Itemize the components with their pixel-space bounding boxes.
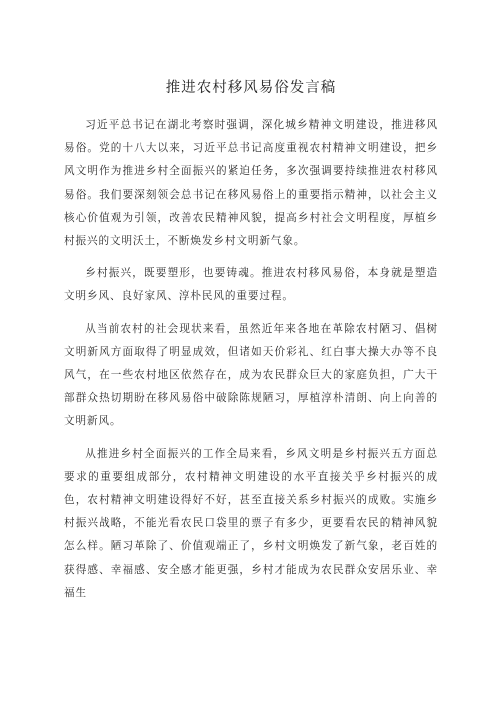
document-body [64,114,438,605]
paragraph-1: 习近平总书记在湖北考察时强调，深化城乡精神文明建设，推进移风易俗。党的十八大以来，习近平总书记高度重视农村精神文明建设，把乡风文明作为推进乡村全面振兴的紧迫任务，多次强调要持续推进农村移风易俗。我们要深刻领会总书记在移风易俗上的重要指示精神，以社会主义核心价值观为引领，改善农民精神风貌，提高乡村社会文明程度，厚植乡村振兴的文明沃土，不断焕发乡村文明新气象。 [64,119,438,248]
paragraph-2: 乡村振兴，既要塑形，也要铸魂。推进农村移风易俗，本身就是塑造文明乡风、良好家风、淳朴民风的重要过程。 [64,267,438,303]
document-title: 推进农村移风易俗发言稿 [165,80,337,96]
paragraph-3: 从当前农村的社会现状来看，虽然近年来各地在革除农村陋习、倡树文明新风方面取得了明显成效，但诸如天价彩礼、红白事大操大办等不良风气，在一些农村地区依然存在，成为农民群众巨大的家庭负担，广大干部群众热切期盼在移风易俗中破除陈规陋习，厚植淳朴清朗、向上向善的文明新风。 [64,322,438,428]
paragraph-4: 从推进乡村全面振兴的工作全局来看，乡风文明是乡村振兴五方面总要求的重要组成部分，农村精神文明建设的水平直接关乎乡村振兴的成色，农村精神文明建设得好不好，甚至直接关系乡村振兴的成败。实施乡村振兴战略，不能光看农民口袋里的票子有多少，更要看农民的精神风貌怎么样。陋习革除了、价值观端正了，乡村文明焕发了新气象，老百姓的获得感、幸福感、安全感才能更强，乡村才能成为农民群众安居乐业、幸福生 [64,447,438,599]
